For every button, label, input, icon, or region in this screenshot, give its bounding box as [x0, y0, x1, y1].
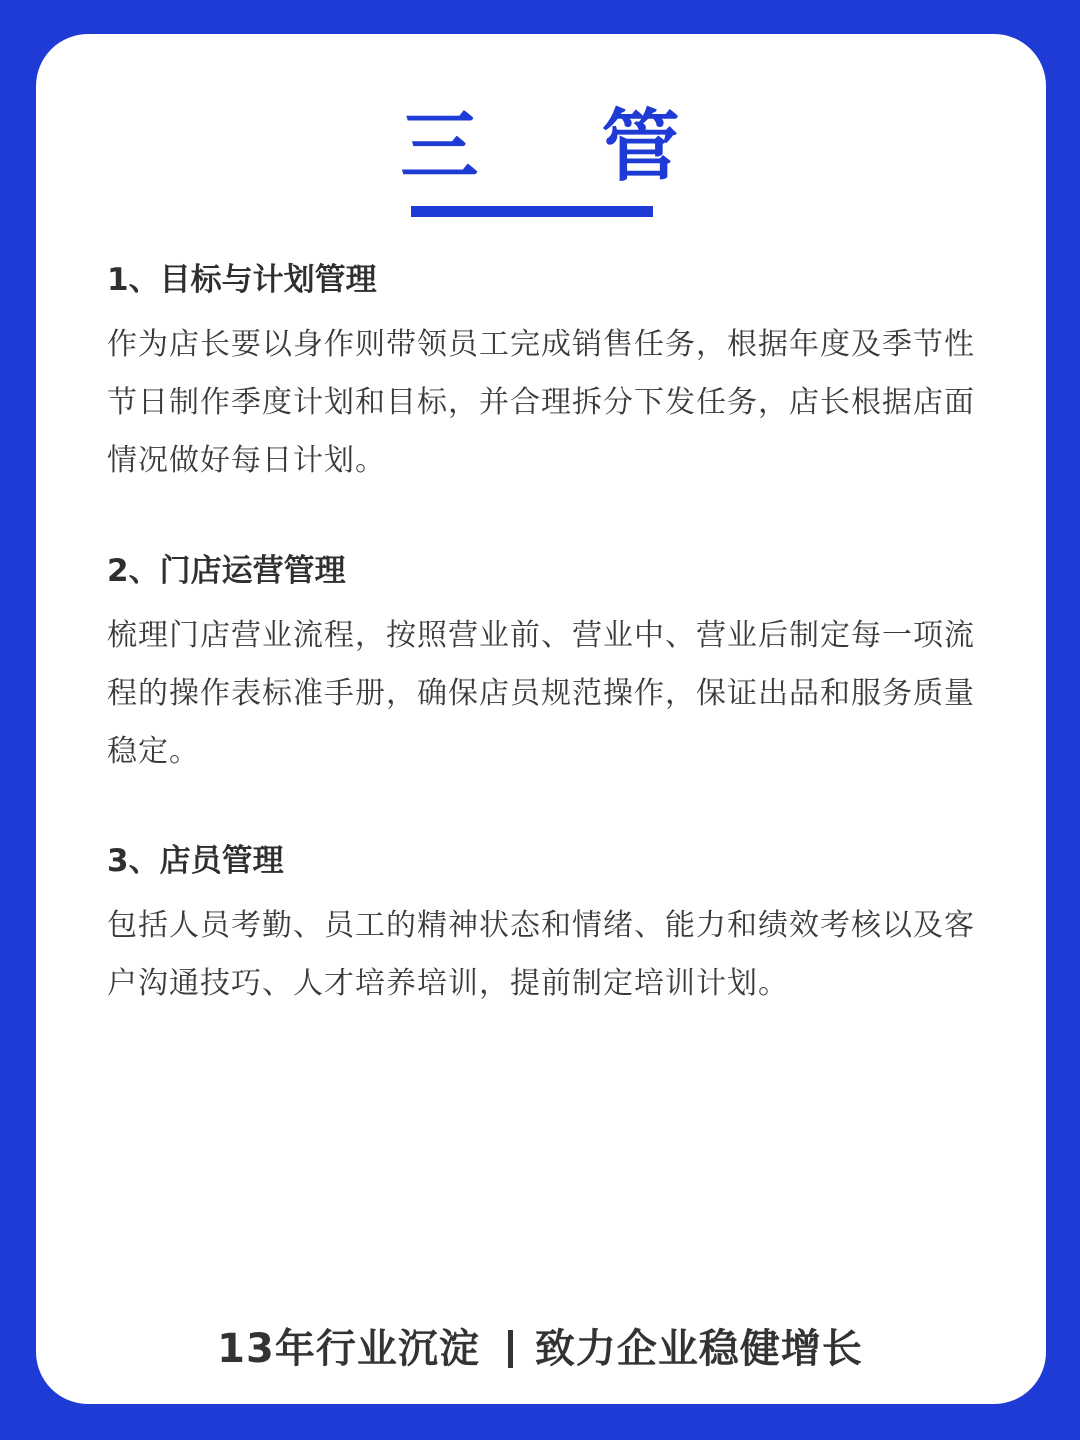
section-body: 包括人员考勤、员工的精神状态和情绪、能力和绩效考核以及客户沟通技巧、人才培养培训，提前制定培训计划。 — [107, 908, 975, 1001]
section-body: 梳理门店营业流程，按照营业前、营业中、营业后制定每一项流程的操作表标准手册，确保店员规范操作，保证出品和服务质量稳定。 — [107, 618, 975, 769]
section-goals-planning — [107, 260, 977, 490]
section-heading: 1、目标与计划管理 — [107, 262, 377, 298]
section-heading: 3、店员管理 — [107, 843, 284, 879]
footer-left-text: 13年行业沉淀 — [217, 1326, 480, 1372]
section-store-operations — [107, 551, 977, 781]
section-body: 作为店长要以身作则带领员工完成销售任务，根据年度及季节性节日制作季度计划和目标，并合理拆分下发任务，店长根据店面情况做好每日计划。 — [107, 327, 975, 478]
section-heading: 2、门店运营管理 — [107, 553, 346, 589]
section-staff-management — [107, 841, 977, 1013]
page-title: 三 管 — [400, 102, 728, 192]
title-underline — [411, 206, 653, 217]
footer-slogan — [0, 1322, 1080, 1376]
footer-right-text: 致力企业稳健增长 — [534, 1326, 863, 1372]
footer-divider — [508, 1330, 513, 1368]
